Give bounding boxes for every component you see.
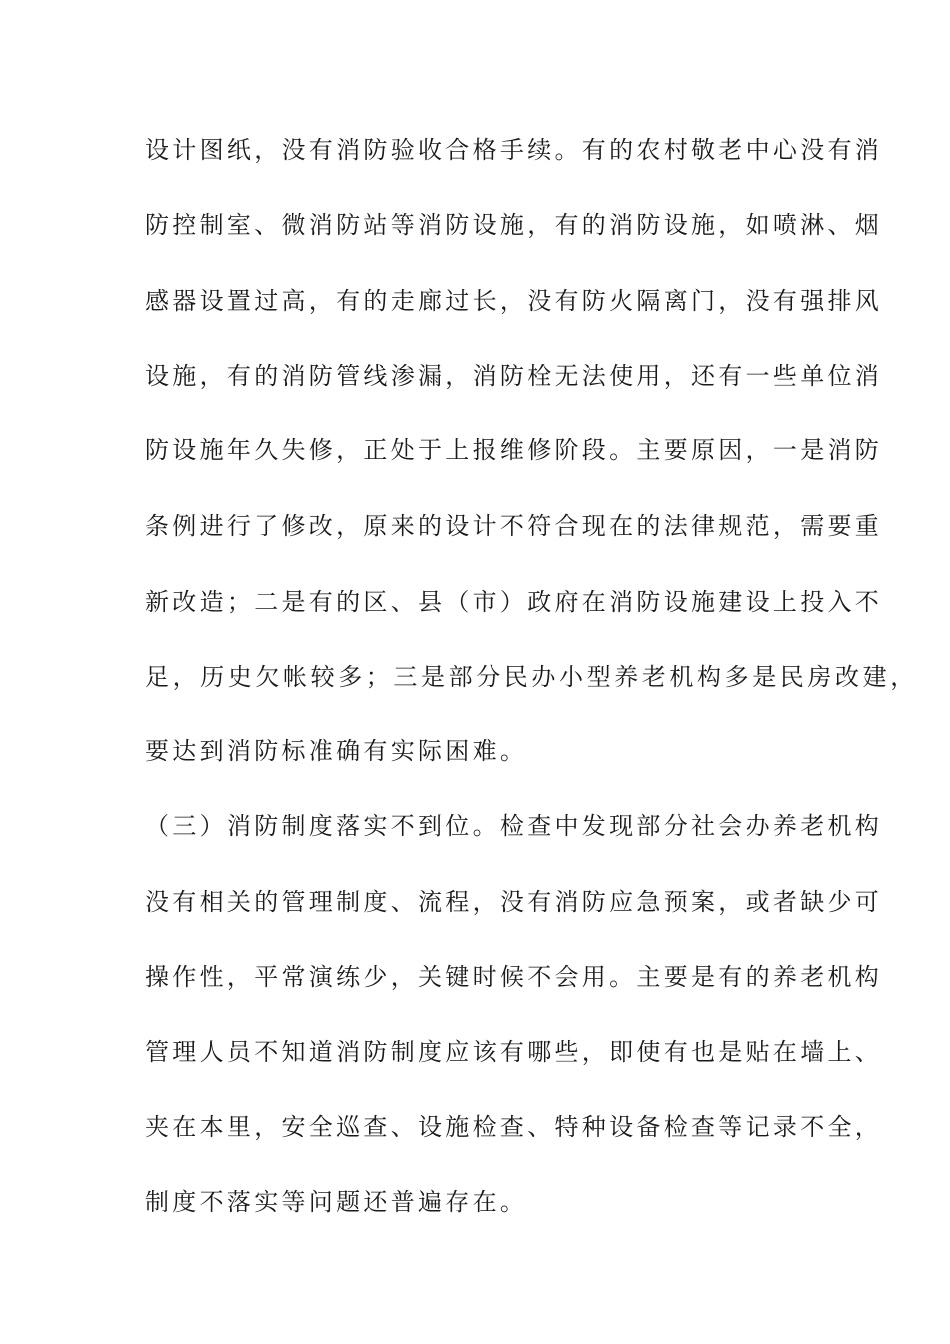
paragraph-line: 条例进行了修改，原来的设计不符合现在的法律规范，需要重 — [145, 512, 883, 540]
section-heading-line: （三）消防制度落实不到位。检查中发现部分社会办养老机构 — [145, 812, 883, 840]
paragraph-line: 没有相关的管理制度、流程，没有消防应急预案，或者缺少可 — [145, 888, 883, 916]
paragraph-line: 感器设置过高，有的走廊过长，没有防火隔离门，没有强排风 — [145, 287, 883, 315]
paragraph-line: 设计图纸，没有消防验收合格手续。有的农村敬老中心没有消 — [145, 136, 883, 164]
paragraph-line: 设施，有的消防管线渗漏，消防栓无法使用，还有一些单位消 — [145, 362, 883, 390]
paragraph-line: 足，历史欠帐较多；三是部分民办小型养老机构多是民房改建， — [145, 663, 918, 691]
paragraph-line: 制度不落实等问题还普遍存在。 — [145, 1188, 528, 1216]
paragraph-line: 要达到消防标准确有实际困难。 — [145, 737, 528, 765]
paragraph-line: 管理人员不知道消防制度应该有哪些，即使有也是贴在墙上、 — [145, 1038, 883, 1066]
paragraph-line: 防控制室、微消防站等消防设施，有的消防设施，如喷淋、烟 — [145, 211, 883, 239]
paragraph-line: 操作性，平常演练少，关键时候不会用。主要是有的养老机构 — [145, 963, 883, 991]
paragraph-line: 防设施年久失修，正处于上报维修阶段。主要原因，一是消防 — [145, 436, 883, 464]
paragraph-line: 夹在本里，安全巡查、设施检查、特种设备检查等记录不全， — [145, 1113, 883, 1141]
paragraph-line: 新改造；二是有的区、县（市）政府在消防设施建设上投入不 — [145, 588, 883, 616]
